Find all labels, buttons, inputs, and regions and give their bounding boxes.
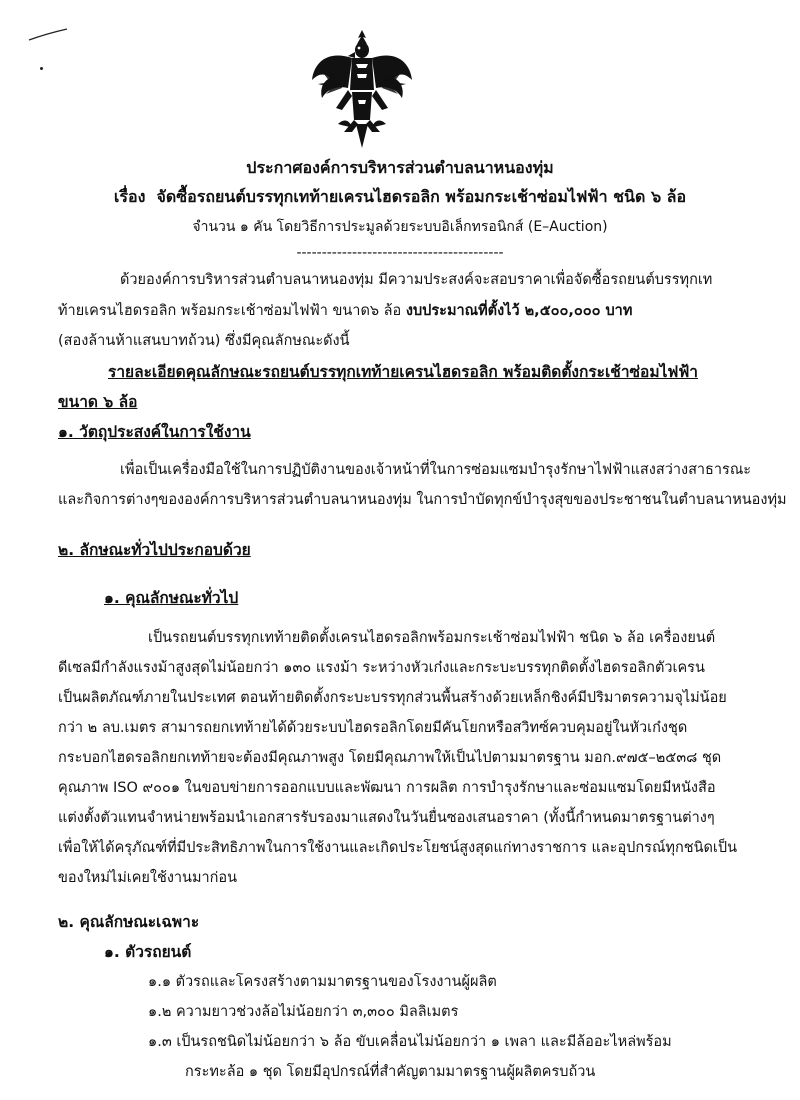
vehicle-heading: ๑. ตัวรถยนต์ [104,943,192,961]
spec-item-continuation: กระทะล้อ ๑ ชุด โดยมีอุปกรณ์ที่สำคัญตามมาตรฐานผู้ผลิตครบถ้วน [185,1064,596,1080]
subject-label: เรื่อง [113,187,146,206]
paragraph-line: เป็นรถยนต์บรรทุกเทท้ายติดตั้งเครนไฮดรอลิกพร้อมกระเช้าซ่อมไฟฟ้า ชนิด ๖ ล้อ เครื่องยนต์ [148,630,716,646]
paragraph-line: ดีเซลมีกำลังแรงม้าสูงสุดไม่น้อยกว่า ๑๓๐ แรงม้า ระหว่างหัวเก๋งและกระบะบรรทุกติดตั้งไฮดรอลิกตัวเครน [58,660,705,676]
announcement-subline: จำนวน ๑ คัน โดยวิธีการประมูลด้วยระบบอิเล็กทรอนิกส์ (E–Auction) [192,219,608,235]
intro-line-3: (สองล้านห้าแสนบาทถ้วน) ซึ่งมีคุณลักษณะดังนี้ [58,333,350,349]
subject-text: จัดซื้อรถยนต์บรรทุกเทท้ายเครนไฮดรอลิก พร้อมกระเช้าซ่อมไฟฟ้า ชนิด ๖ ล้อ [156,187,687,206]
section-1-line-2: และกิจการต่างๆขององค์การบริหารส่วนตำบลนาหนองทุ่ม ในการบำบัดทุกข์บำรุงสุขของประชาชนในตำบลนาหนองทุ่ม [58,492,787,508]
intro-line-1: ด้วยองค์การบริหารส่วนตำบลนาหนองทุ่ม มีความประสงค์จะสอบราคาเพื่อจัดซื้อรถยนต์บรรทุกเท [120,272,713,288]
paragraph-line: กระบอกไฮดรอลิกยกเทท้ายจะต้องมีคุณภาพสูง โดยมีคุณภาพให้เป็นไปตามมาตรฐาน มอก.๙๗๕–๒๕๓๘ ชุด [58,750,722,766]
garuda-emblem-icon [308,28,416,150]
spec-item: ๑.๒ ความยาวช่วงล้อไม่น้อยกว่า ๓,๓๐๐ มิลลิเมตร [148,1004,459,1020]
spec-item: ๑.๓ เป็นรถชนิดไม่น้อยกว่า ๖ ล้อ ขับเคลื่อนไม่น้อยกว่า ๑ เพลา และมีล้ออะไหล่พร้อม [148,1034,672,1050]
paragraph-line: เป็นผลิตภัณฑ์ภายในประเทศ ตอนท้ายติดตั้งกระบะบรรทุกส่วนพื้นสร้างด้วยเหล็กชิงค์มีปริมาตรความจุไม่น้อย [58,690,727,706]
spec-heading-line-2: ขนาด ๖ ล้อ [58,393,138,411]
budget-amount: งบประมาณที่ตั้งไว้ ๒,๕๐๐,๐๐๐ บาท [405,303,633,319]
intro-line-2 [58,301,632,321]
paragraph-line: แต่งตั้งตัวแทนจำหน่ายพร้อมนำเอกสารรับรองมาแสดงในวันยื่นซองเสนอราคา (ทั้งนี้กำหนดมาตรฐานต่างๆ [58,810,715,826]
paragraph-line: เพื่อให้ได้ครุภัณฑ์ที่มีประสิทธิภาพในการใช้งานและเกิดประโยชน์สูงสุดแก่ทางราชการ และอุปกรณ์ทุกชนิดเป็น [58,840,737,856]
spec-heading-line-1: รายละเอียดคุณลักษณะรถยนต์บรรทุกเทท้ายเครนไฮดรอลิก พร้อมติดตั้งกระเช้าซ่อมไฟฟ้า [108,363,699,381]
intro-line-2-text: ท้ายเครนไฮดรอลิก พร้อมกระเช้าซ่อมไฟฟ้า ขนาด๖ ล้อ [58,303,406,319]
pen-stroke-mark [28,28,68,42]
section-2-heading: ๒. ลักษณะทั่วไปประกอบด้วย [58,541,251,559]
announcement-subject [0,187,800,207]
announcement-org-title: ประกาศองค์การบริหารส่วนตำบลนาหนองทุ่ม [246,158,554,177]
paragraph-line: คุณภาพ ISO ๙๐๐๑ ในขอบข่ายการออกแบบและพัฒนา การผลิต การบำรุงรักษาและซ่อมแซมโดยมีหนังสือ [58,780,716,796]
pen-dot-mark [40,67,43,70]
spec-item: ๑.๑ ตัวรถและโครงสร้างตามมาตรฐานของโรงงานผู้ผลิต [148,974,497,990]
section-1-heading: ๑. วัตถุประสงค์ในการใช้งาน [58,423,251,441]
section-1-line-1: เพื่อเป็นเครื่องมือใช้ในการปฏิบัติงานของเจ้าหน้าที่ในการซ่อมแซมบำรุงรักษาไฟฟ้าแสงสว่างสาธารณะ [120,462,752,478]
paragraph-line: ของใหม่ไม่เคยใช้งานมาก่อน [58,870,238,886]
specific-features-heading: ๒. คุณลักษณะเฉพาะ [58,913,200,931]
paragraph-line: กว่า ๒ ลบ.เมตร สามารถยกเทท้ายได้ด้วยระบบไฮดรอลิกโดยมีคันโยกหรือสวิทซ์ควบคุมอยู่ในหัวเก๋งชุด [58,720,688,736]
general-features-heading: ๑. คุณลักษณะทั่วไป [104,589,239,607]
header-separator: ----------------------------------------- [296,245,504,261]
